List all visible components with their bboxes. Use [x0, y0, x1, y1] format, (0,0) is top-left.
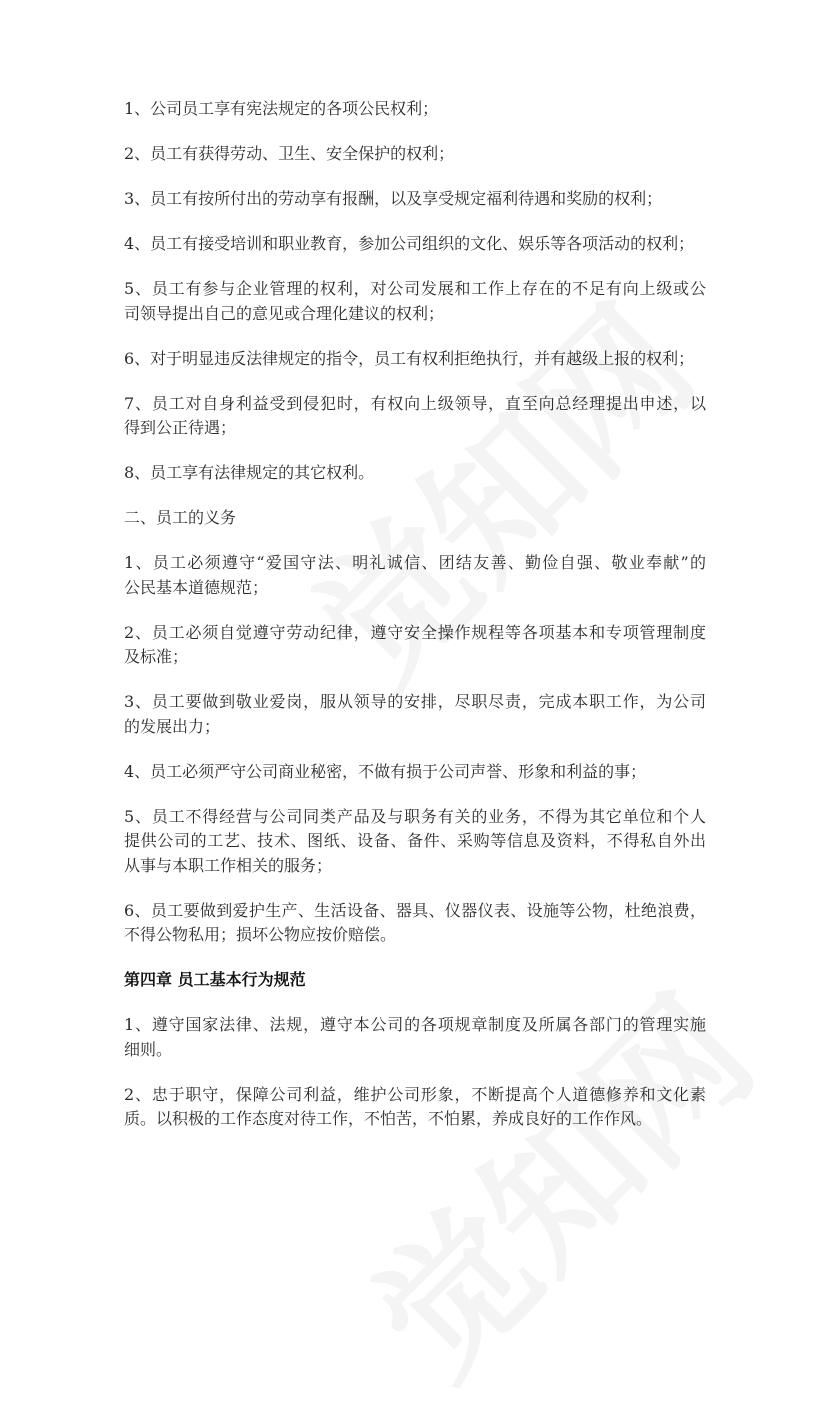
text-line: 质。以积极的工作态度对待工作，不怕苦，不怕累，养成良好的工作作风。 [124, 1109, 653, 1128]
text-line: 2、忠于职守，保障公司利益，维护公司形象，不断提高个人道德修养和文化素 [124, 1084, 706, 1104]
text-line: 从事与本职工作相关的服务； [124, 855, 333, 875]
paragraph [124, 187, 706, 212]
text-line: 得到公正待遇； [124, 418, 237, 437]
text-line: 2、员工必须自觉遵守劳动纪律，遵守安全操作规程等各项基本和专项管理制度 [124, 622, 706, 642]
text-line: 的发展出力； [124, 716, 221, 736]
text-line: 6、员工要做到爱护生产、生活设备、器具、仪器仪表、设施等公物，杜绝浪费， [124, 900, 706, 920]
text-line: 1、员工必须遵守“爱国守法、明礼诚信、团结友善、勤俭自强、敬业奉献”的 [124, 553, 706, 572]
paragraph [124, 690, 706, 739]
text-line: 1、遵守国家法律、法规，遵守本公司的各项规章制度及所属各部门的管理实施 [124, 1015, 706, 1034]
paragraph [124, 1013, 706, 1062]
paragraph [124, 760, 706, 785]
text-line: 细则。 [124, 1039, 173, 1059]
paragraph [124, 461, 706, 486]
text-line: 2、员工有获得劳动、卫生、安全保护的权利； [124, 144, 455, 163]
paragraph [124, 142, 706, 167]
paragraph [124, 1083, 706, 1132]
paragraph [124, 347, 706, 372]
text-line: 4、员工有接受培训和职业教育，参加公司组织的文化、娱乐等各项活动的权利； [124, 234, 695, 253]
text-line: 及标准； [124, 647, 189, 666]
text-line: 3、员工有按所付出的劳动享有报酬，以及享受规定福利待遇和奖励的权利； [124, 189, 663, 208]
document-page [124, 97, 706, 1152]
text-line: 6、对于明显违反法律规定的指令，员工有权利拒绝执行，并有越级上报的权利； [124, 348, 695, 368]
paragraph [124, 392, 706, 441]
text-line: 3、员工要做到敬业爱岗，服从领导的安排，尽职尽责，完成本职工作，为公司 [124, 692, 706, 711]
paragraph [124, 232, 706, 257]
text-line: 5、员工有参与企业管理的权利，对公司发展和工作上存在的不足有向上级或公 [124, 279, 706, 298]
paragraph [124, 899, 706, 948]
text-line: 1、公司员工享有宪法规定的各项公民权利； [124, 99, 439, 118]
paragraph [124, 277, 706, 326]
paragraph [124, 551, 706, 600]
chapter-heading [124, 968, 706, 993]
paragraph [124, 621, 706, 670]
text-line: 二、员工的义务 [124, 508, 237, 527]
text-line: 司领导提出自己的意见或合理化建议的权利； [124, 303, 445, 323]
paragraph [124, 805, 706, 879]
text-line: 5、员工不得经营与公司同类产品及与职务有关的业务，不得为其它单位和个人 [124, 806, 706, 826]
text-line: 8、员工享有法律规定的其它权利。 [124, 463, 375, 482]
text-line: 第四章 员工基本行为规范 [124, 970, 306, 989]
text-line: 提供公司的工艺、技术、图纸、设备、备件、采购等信息及资料，不得私自外出 [124, 831, 706, 850]
text-line: 7、员工对自身利益受到侵犯时，有权向上级领导，直至向总经理提出申述，以 [124, 393, 706, 413]
text-line: 4、员工必须严守公司商业秘密，不做有损于公司声誉、形象和利益的事； [124, 761, 647, 781]
text-line: 公民基本道德规范； [124, 577, 269, 597]
paragraph [124, 506, 706, 531]
text-line: 不得公物私用；损坏公物应按价赔偿。 [124, 925, 397, 944]
paragraph [124, 97, 706, 122]
